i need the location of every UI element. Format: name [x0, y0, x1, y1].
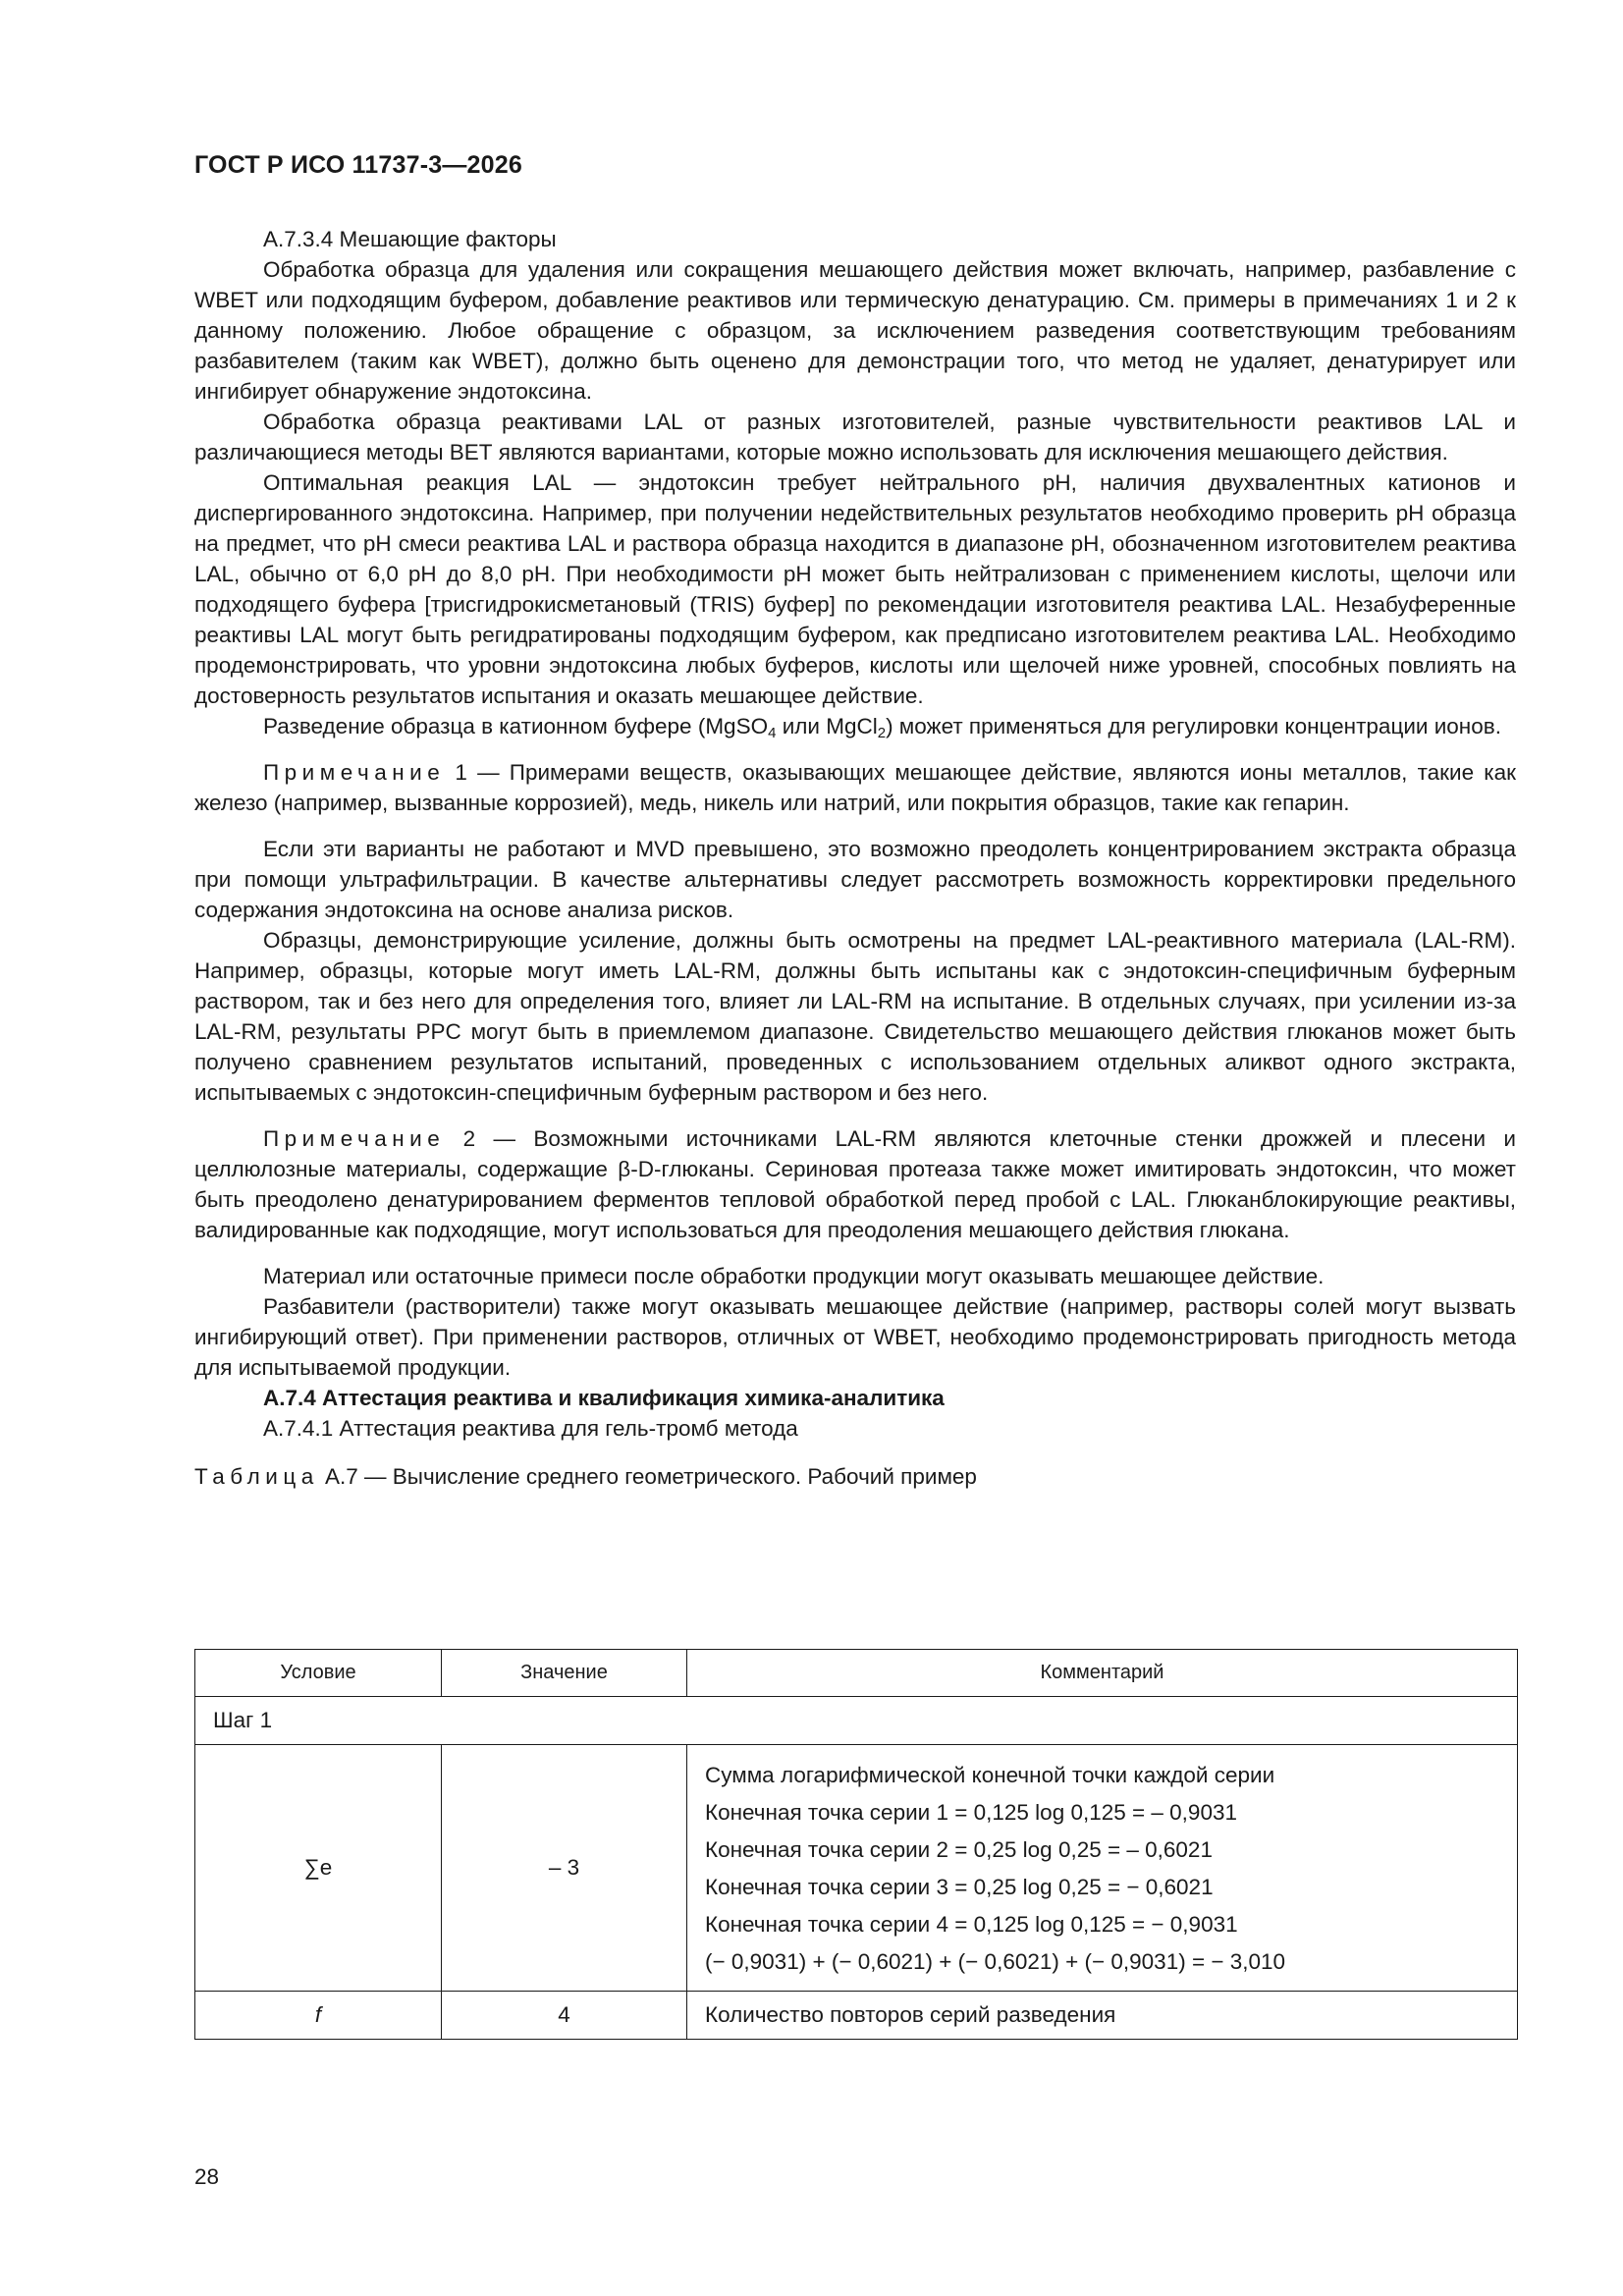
comment-line: Конечная точка серии 2 = 0,25 log 0,25 = – 0,6021 [705, 1837, 1213, 1862]
paragraph: Образцы, демонстрирующие усиление, должны быть осмотрены на предмет LAL-реактивного материала (LAL-RM). Например, образцы, которые могут иметь LAL-RM, должны быть испытаны как с эндотоксин-специфичным буферным раствором, так и без него для определения того, влияет ли LAL-RM на испытание. В отдельных случаях, при усилении из-за LAL-RM, результаты PPC могут быть в приемлемом диапазоне. Свидетельство мешающего действия глюканов может быть получено сравнением результатов испытаний, проведенных с использованием отдельных аликвот одного экстракта, испытываемых с эндотоксин-специфичным буферным раствором и без него. [194, 928, 1516, 1105]
note-1 [194, 757, 1516, 818]
paragraph: Материал или остаточные примеси после обработки продукции могут оказывать мешающее действие. [263, 1264, 1325, 1288]
subscript: 2 [877, 725, 887, 741]
step-label: Шаг 1 [195, 1697, 1518, 1745]
table-caption [194, 1461, 1516, 1492]
paragraph: Обработка образца реактивами LAL от разных изготовителей, разные чувствительности реактивов LAL и различающиеся методы ВЕТ являются вариантами, которые можно использовать для исключения мешающего действия. [194, 410, 1516, 465]
comment-line: Конечная точка серии 1 = 0,125 log 0,125 = – 0,9031 [705, 1800, 1237, 1825]
note-text: 2 — Возможными источниками LAL-RM являются клеточные стенки дрожжей и плесени и целлюлозные материалы, содержащие β-D-глюканы. Сериновая протеаза также может имитировать эндотоксин, что может быть преодолено денатурированием ферментов тепловой обработкой перед пробой с LAL. Глюканблокирующие реактивы, валидированные как подходящие, могут использоваться для преодоления мешающего действия глюкана. [194, 1126, 1516, 1242]
comment-cell [687, 1745, 1518, 1992]
text-run: Разведение образца в катионном буфере (MgSO [263, 714, 769, 738]
subscript: 4 [768, 725, 777, 741]
table-row [195, 1992, 1518, 2040]
subclause-heading: А.7.4.1 Аттестация реактива для гель-тромб метода [263, 1416, 798, 1441]
header-comment: Комментарий [687, 1650, 1518, 1697]
comment-line: Конечная точка серии 3 = 0,25 log 0,25 = − 0,6021 [705, 1875, 1214, 1899]
document-body [194, 224, 1516, 1502]
note-label: Примечание [263, 1126, 446, 1151]
geometric-mean-table [194, 1649, 1518, 2040]
page-number: 28 [194, 2164, 220, 2189]
header-value: Значение [442, 1650, 687, 1697]
paragraph: Оптимальная реакция LAL — эндотоксин требует нейтрального pH, наличия двухвалентных катионов и диспергированного эндотоксина. Например, при получении недействительных результатов необходимо проверить pH образца на предмет, что pH смеси реактива LAL и раствора образца находится в диапазоне pH, обозначенном изготовителем реактива LAL, обычно от 6,0 pH до 8,0 pH. При необходимости pH может быть нейтрализован с применением кислоты, щелочи или подходящего буфера [трисгидрокисметановый (TRIS) буфер] по рекомендации изготовителя реактива LAL. Незабуференные реактивы LAL могут быть регидратированы подходящим буфером, как предписано изготовителем реактива LAL. Необходимо продемонстрировать, что уровни эндотоксина любых буферов, кислоты или щелочей ниже уровней, способных повлиять на достоверность результатов испытания и оказать мешающее действие. [194, 470, 1516, 708]
note-text: 1 — Примерами веществ, оказывающих мешающее действие, являются ионы металлов, такие как железо (например, вызванные коррозией), медь, никель или натрий, или покрытия образцов, такие как гепарин. [194, 760, 1516, 815]
table-caption-label: Таблица [194, 1464, 319, 1489]
note-label: Примечание [263, 760, 446, 785]
comment-line: Конечная точка серии 4 = 0,125 log 0,125 = − 0,9031 [705, 1912, 1238, 1937]
value-cell: – 3 [442, 1745, 687, 1992]
section-heading: А.7.4 Аттестация реактива и квалификация химика-аналитика [263, 1386, 945, 1410]
paragraph: Если эти варианты не работают и MVD превышено, это возможно преодолеть концентрированием экстракта образца при помощи ультрафильтрации. В качестве альтернативы следует рассмотреть возможность корректировки предельного содержания эндотоксина на основе анализа рисков. [194, 837, 1516, 922]
comment-cell: Количество повторов серий разведения [687, 1992, 1518, 2040]
table-caption-text: А.7 — Вычисление среднего геометрического. Рабочий пример [318, 1464, 977, 1489]
header-condition: Условие [195, 1650, 442, 1697]
table-row [195, 1745, 1518, 1992]
text-run: или MgCl [776, 714, 878, 738]
document-header: ГОСТ Р ИСО 11737-3—2026 [194, 151, 522, 179]
condition-cell: ∑e [195, 1745, 442, 1992]
note-2 [194, 1123, 1516, 1245]
comment-line: (− 0,9031) + (− 0,6021) + (− 0,6021) + (− 0,9031) = − 3,010 [705, 1949, 1286, 1974]
paragraph [194, 711, 1516, 741]
subclause-heading: А.7.3.4 Мешающие факторы [263, 227, 557, 251]
table-row [195, 1697, 1518, 1745]
condition-cell: f [195, 1992, 442, 2040]
paragraph: Разбавители (растворители) также могут оказывать мешающее действие (например, растворы солей могут вызвать ингибирующий ответ). При применении растворов, отличных от WBET, необходимо продемонстрировать пригодность метода для испытываемой продукции. [194, 1294, 1516, 1380]
table-header-row [195, 1650, 1518, 1697]
comment-line: Сумма логарифмической конечной точки каждой серии [705, 1763, 1275, 1787]
paragraph: Обработка образца для удаления или сокращения мешающего действия может включать, например, разбавление с WBET или подходящим буфером, добавление реактивов или термическую денатурацию. См. примеры в примечаниях 1 и 2 к данному положению. Любое обращение с образцом, за исключением разведения соответствующим требованиям разбавителем (таким как WBET), должно быть оценено для демонстрации того, что метод не удаляет, денатурирует или ингибирует обнаружение эндотоксина. [194, 257, 1516, 404]
value-cell: 4 [442, 1992, 687, 2040]
text-run: ) может применяться для регулировки концентрации ионов. [886, 714, 1501, 738]
